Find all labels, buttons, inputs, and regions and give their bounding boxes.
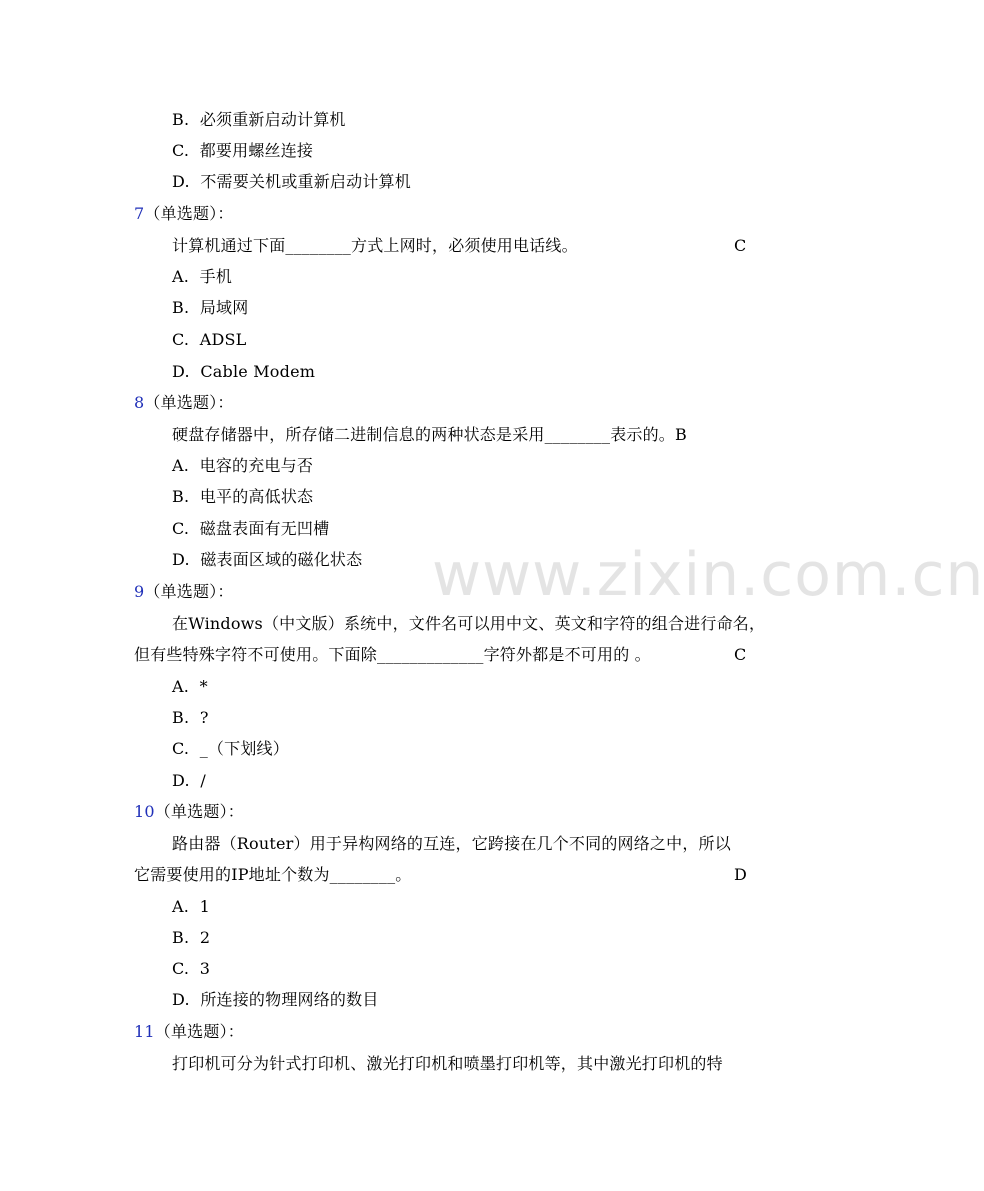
question-9-answer: C — [734, 645, 747, 664]
option-d: D. 所连接的物理网络的数目 — [172, 990, 379, 1009]
question-10-stem-line-2: 它需要使用的IP地址个数为________。 — [134, 865, 412, 884]
option-a: A. 1 — [172, 897, 210, 916]
question-type: （单选题）： — [154, 802, 244, 821]
question-number: 11 — [134, 1022, 155, 1041]
question-7-stem: 计算机通过下面________方式上网时，必须使用电话线。 — [172, 236, 578, 255]
option-d: D. 磁表面区域的磁化状态 — [172, 550, 363, 569]
question-9-stem-line-2: 但有些特殊字符不可使用。下面除_____________字符外都是不可用的 。 — [134, 645, 651, 664]
option-b: B. 必须重新启动计算机 — [172, 110, 346, 129]
option-c: C. 都要用螺丝连接 — [172, 141, 314, 160]
option-b: B. 2 — [172, 928, 211, 947]
question-11-header — [134, 1021, 244, 1043]
question-number: 7 — [134, 204, 145, 223]
watermark: www.zixin.com.cn — [432, 540, 984, 610]
option-c: C. 3 — [172, 959, 211, 978]
question-7-header — [134, 203, 234, 225]
option-a: A. 电容的充电与否 — [172, 456, 314, 475]
option-a: A. * — [172, 677, 208, 696]
question-10-stem-line-1: 路由器（Router）用于异构网络的互连，它跨接在几个不同的网络之中，所以 — [172, 834, 731, 853]
question-10-answer: D — [734, 865, 747, 884]
question-number: 9 — [134, 582, 145, 601]
option-b: B. ? — [172, 708, 209, 727]
question-type: （单选题）： — [144, 204, 234, 223]
question-type: （单选题）： — [144, 393, 234, 412]
question-type: （单选题）： — [144, 582, 234, 601]
question-9-header — [134, 581, 234, 603]
option-c: C. ADSL — [172, 330, 247, 349]
option-d: D. 不需要关机或重新启动计算机 — [172, 172, 411, 191]
question-11-stem-line-1: 打印机可分为针式打印机、激光打印机和喷墨打印机等，其中激光打印机的特 — [172, 1054, 723, 1073]
option-b: B. 局域网 — [172, 298, 249, 317]
question-8-header — [134, 392, 234, 414]
question-8-stem: 硬盘存储器中，所存储二进制信息的两种状态是采用________表示的。B — [172, 425, 687, 444]
question-7-answer: C — [734, 236, 747, 255]
question-9-stem-line-1: 在Windows（中文版）系统中，文件名可以用中文、英文和字符的组合进行命名， — [172, 614, 766, 633]
question-10-header — [134, 801, 244, 823]
option-c: C. 磁盘表面有无凹槽 — [172, 519, 330, 538]
question-type: （单选题）： — [154, 1022, 244, 1041]
question-number: 8 — [134, 393, 145, 412]
option-b: B. 电平的高低状态 — [172, 487, 314, 506]
option-d: D. / — [172, 771, 206, 790]
option-c: C. _（下划线） — [172, 739, 289, 758]
option-d: D. Cable Modem — [172, 362, 316, 381]
question-number: 10 — [134, 802, 155, 821]
option-a: A. 手机 — [172, 267, 233, 286]
